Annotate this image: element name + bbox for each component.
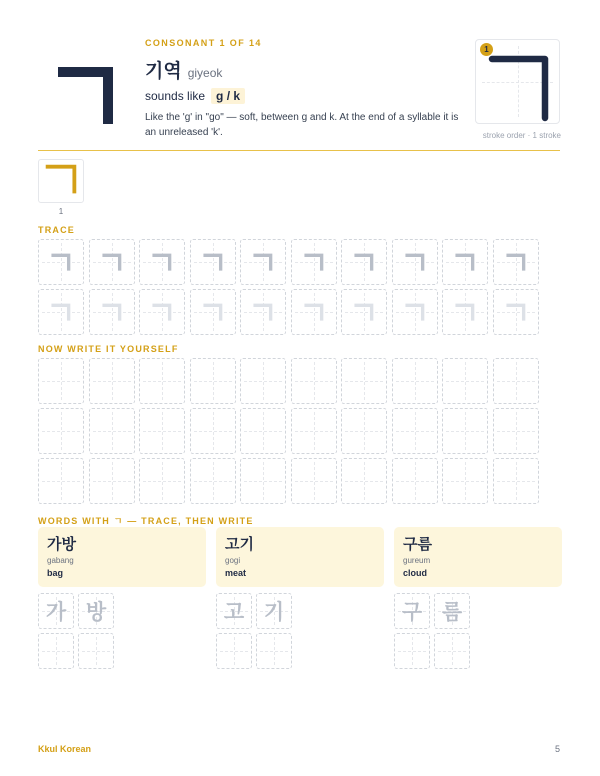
trace-letter-stroke (102, 255, 119, 270)
trace-cell (38, 289, 84, 335)
stroke-step-1 (38, 159, 84, 203)
write-cell (434, 633, 470, 669)
trace-cell (493, 239, 539, 285)
sounds-like-value: g / k (211, 88, 245, 104)
write-cell (442, 458, 488, 504)
trace-cell (392, 239, 438, 285)
trace-letter-stroke (506, 305, 523, 320)
word-korean: 고기 (225, 535, 254, 553)
page-number: 5 (554, 744, 560, 754)
write-cell (341, 408, 387, 454)
trace-cell (341, 239, 387, 285)
word-romanized: gabang (47, 556, 74, 565)
trace-syllable-cell (38, 593, 74, 629)
trace-letter-stroke (203, 305, 220, 320)
trace-letter-stroke (304, 255, 321, 270)
write-cell (38, 358, 84, 404)
trace-cell (442, 289, 488, 335)
write-cell (240, 358, 286, 404)
write-cell (139, 458, 185, 504)
trace-syllable-cell (216, 593, 252, 629)
letter-name-romanized: giyeok (187, 66, 223, 80)
stroke-number-badge: 1 (480, 43, 493, 56)
write-cell (493, 408, 539, 454)
trace-cell (493, 289, 539, 335)
word-card (38, 527, 206, 587)
word-korean: 구름 (403, 535, 432, 553)
write-cell (190, 458, 236, 504)
write-cell (78, 633, 114, 669)
write-cell (240, 408, 286, 454)
trace-letter-stroke (102, 305, 119, 320)
trace-letter-stroke (506, 255, 523, 270)
write-cell (38, 458, 84, 504)
word-romanized: gureum (403, 556, 431, 565)
trace-cell (89, 289, 135, 335)
write-cell (240, 458, 286, 504)
write-cell (392, 408, 438, 454)
trace-letter-stroke (152, 305, 169, 320)
trace-letter-stroke (304, 305, 321, 320)
write-cell (139, 358, 185, 404)
write-cell (493, 358, 539, 404)
trace-cell (190, 289, 236, 335)
header-divider (38, 150, 560, 151)
trace-syllable-cell (434, 593, 470, 629)
word-meaning: bag (47, 568, 64, 578)
trace-syllable: 가 (45, 600, 67, 624)
write-cell (139, 408, 185, 454)
write-cell (291, 458, 337, 504)
stroke-order-diagram (475, 39, 560, 124)
write-cell (291, 408, 337, 454)
trace-grid (38, 239, 544, 335)
stroke-order-caption: stroke order · 1 stroke (482, 131, 561, 140)
letter-name-korean: 기역 (145, 60, 182, 82)
trace-syllable: 고 (223, 600, 245, 624)
write-cell (190, 358, 236, 404)
trace-letter-stroke (253, 305, 270, 320)
word-romanized: gogi (225, 556, 241, 565)
write-cell (442, 358, 488, 404)
trace-cell (240, 239, 286, 285)
word-meaning: meat (225, 568, 247, 578)
write-cell (394, 633, 430, 669)
write-cell (392, 458, 438, 504)
trace-letter-stroke (152, 255, 169, 270)
trace-cell (392, 289, 438, 335)
trace-cell (442, 239, 488, 285)
trace-letter-stroke (455, 305, 472, 320)
word-korean: 가방 (47, 535, 76, 553)
write-cell (291, 358, 337, 404)
trace-cell (240, 289, 286, 335)
trace-letter-stroke (455, 255, 472, 270)
sounds-like (145, 88, 465, 104)
write-cell (38, 408, 84, 454)
word-card (394, 527, 562, 587)
words-section-title: WORDS WITH ㄱ — TRACE, THEN WRITE (38, 516, 254, 526)
write-cell (392, 358, 438, 404)
trace-letter-stroke (203, 255, 220, 270)
write-cell (216, 633, 252, 669)
write-cell (89, 408, 135, 454)
trace-syllable-cell (394, 593, 430, 629)
trace-syllable: 구 (401, 600, 423, 624)
word-card-meat (216, 527, 384, 669)
trace-letter-stroke (354, 305, 371, 320)
write-cell (493, 458, 539, 504)
pronunciation-description: Like the 'g' in "go" — soft, between g and k. At the end of a syllable it is an unreleased 'k'. (145, 112, 459, 138)
trace-letter-stroke (405, 255, 422, 270)
write-grid (38, 358, 544, 504)
word-card (216, 527, 384, 587)
trace-syllable: 름 (441, 600, 463, 624)
trace-cell (139, 239, 185, 285)
sounds-like-label: sounds like (145, 89, 206, 103)
word-card-cloud (394, 527, 562, 669)
write-section-title: NOW WRITE IT YOURSELF (38, 344, 179, 354)
trace-cell (341, 289, 387, 335)
trace-letter-stroke (405, 305, 422, 320)
trace-letter-stroke (354, 255, 371, 270)
write-cell (190, 408, 236, 454)
word-meaning: cloud (403, 568, 427, 578)
write-cell (256, 633, 292, 669)
write-cell (341, 458, 387, 504)
trace-cell (190, 239, 236, 285)
trace-cell (38, 239, 84, 285)
trace-section-title: TRACE (38, 225, 75, 235)
write-cell (442, 408, 488, 454)
trace-cell (291, 239, 337, 285)
stroke-step-number: 1 (58, 207, 64, 216)
write-cell (89, 458, 135, 504)
trace-letter-stroke (253, 255, 270, 270)
write-cell (89, 358, 135, 404)
trace-cell (89, 239, 135, 285)
word-card-bag (38, 527, 206, 669)
footer-brand: Kkul Korean (38, 744, 92, 754)
trace-syllable: 기 (263, 600, 285, 624)
trace-letter-stroke (51, 255, 68, 270)
trace-syllable-cell (78, 593, 114, 629)
letter-header (145, 38, 465, 140)
write-cell (341, 358, 387, 404)
consonant-counter: CONSONANT 1 OF 14 (145, 38, 262, 48)
trace-cell (291, 289, 337, 335)
trace-cell (139, 289, 185, 335)
hero-letter (44, 48, 124, 128)
trace-syllable: 방 (85, 600, 107, 624)
write-cell (38, 633, 74, 669)
trace-syllable-cell (256, 593, 292, 629)
trace-letter-stroke (51, 305, 68, 320)
word-practice (38, 527, 562, 669)
